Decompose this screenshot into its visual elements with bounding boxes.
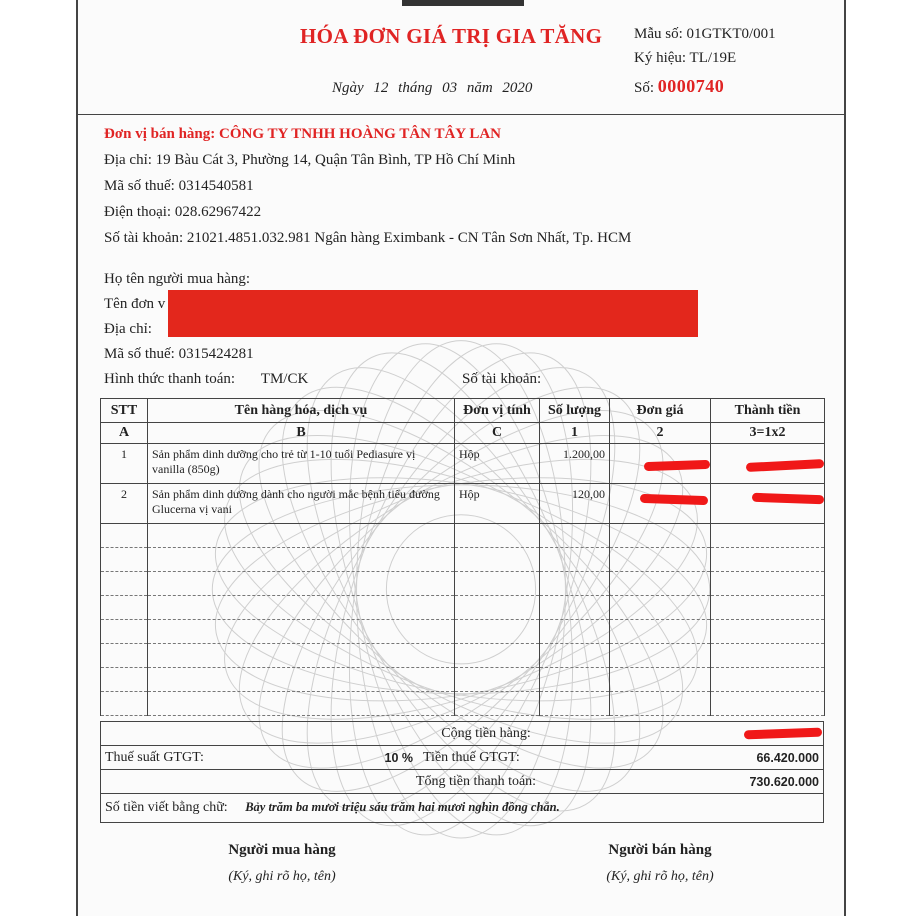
grand-total-label: Tổng tiền thanh toán:	[101, 770, 706, 794]
buyer-account-label: Số tài khoản:	[462, 371, 542, 387]
buyer-address-label: Địa chỉ:	[104, 321, 152, 337]
seller-tax-code: Mã số thuế: 0314540581	[104, 178, 254, 194]
blank-row	[101, 668, 825, 692]
header-unit: Đơn vị tính	[455, 399, 540, 423]
col-label: 3=1x2	[711, 423, 825, 444]
header-price: Đơn giá	[610, 399, 711, 423]
seller-signature-note: (Ký, ghi rõ họ, tên)	[606, 869, 714, 884]
amount-in-words-label: Số tiền viết bằng chữ:	[105, 800, 228, 815]
row-qty: 1.200,00	[540, 444, 610, 484]
row-qty: 120,00	[540, 484, 610, 524]
buyer-name-label: Họ tên người mua hàng:	[104, 271, 251, 287]
subtotal-row	[101, 722, 824, 746]
buyer-unit-label: Tên đơn v	[104, 296, 166, 312]
column-label-row	[101, 423, 825, 444]
blank-row	[101, 644, 825, 668]
seller-name: Đơn vị bán hàng: CÔNG TY TNHH HOÀNG TÂN TÂY LAN	[104, 126, 502, 142]
vat-row	[101, 746, 824, 770]
payment-method-value: TM/CK	[260, 371, 309, 387]
blank-row	[101, 572, 825, 596]
amount-in-words-row	[101, 794, 824, 823]
invoice-date: Ngày 12 tháng 03 năm 2020	[332, 80, 533, 96]
blank-row	[101, 548, 825, 572]
vat-rate-label: Thuế suất GTGT:	[101, 746, 330, 770]
invoice-number: 0000740	[657, 76, 725, 96]
subtotal-label: Cộng tiền hàng:	[101, 722, 706, 746]
header-stt: STT	[101, 399, 148, 423]
seller-signature-block	[550, 842, 770, 885]
blank-row	[101, 596, 825, 620]
header-divider	[78, 114, 844, 115]
seller-account: Số tài khoản: 21021.4851.032.981 Ngân hàng Eximbank - CN Tân Sơn Nhất, Tp. HCM	[104, 230, 632, 246]
blank-row	[101, 620, 825, 644]
col-label: B	[148, 423, 455, 444]
invoice-number-label: Số:	[634, 80, 655, 96]
table-row	[101, 484, 825, 524]
invoice-page	[76, 0, 846, 916]
buyer-signature-block	[172, 842, 392, 885]
table-row	[101, 444, 825, 484]
col-label: 1	[540, 423, 610, 444]
row-stt: 1	[101, 444, 148, 484]
payment-method-label: Hình thức thanh toán:	[104, 371, 236, 387]
row-name: Sản phẩm dinh dưỡng dành cho người mắc bệnh tiểu đường Glucerna vị vani	[148, 484, 455, 524]
blank-row	[101, 524, 825, 548]
seller-phone: Điện thoại: 028.62967422	[104, 204, 262, 220]
payment-method-row	[104, 371, 308, 388]
form-number: Mẫu số: 01GTKT0/001	[634, 26, 776, 42]
items-table	[100, 398, 825, 716]
grand-total: 730.620.000	[705, 770, 824, 794]
row-name: Sản phẩm dinh dưỡng cho trẻ từ 1-10 tuổi Pediasure vị vanilla (850g)	[148, 444, 455, 484]
vat-amount-label: Tiền thuế GTGT:	[417, 746, 705, 770]
invoice-symbol: Ký hiệu: TL/19E	[634, 50, 737, 66]
vat-amount: 66.420.000	[705, 746, 824, 770]
header-name: Tên hàng hóa, dịch vụ	[148, 399, 455, 423]
col-label: A	[101, 423, 148, 444]
amount-in-words: Bảy trăm ba mươi triệu sáu trăm hai mươi nghìn đồng chẵn.	[245, 800, 560, 814]
invoice-title: HÓA ĐƠN GIÁ TRỊ GIA TĂNG	[300, 24, 603, 48]
invoice-number-row	[634, 76, 724, 97]
buyer-signature-note: (Ký, ghi rõ họ, tên)	[228, 869, 336, 884]
header-amount: Thành tiền	[711, 399, 825, 423]
col-label: C	[455, 423, 540, 444]
binder-tab	[402, 0, 524, 6]
vat-rate: 10 %	[329, 746, 417, 770]
buyer-redaction	[168, 290, 698, 337]
blank-row	[101, 692, 825, 716]
col-label: 2	[610, 423, 711, 444]
totals-table	[100, 721, 824, 823]
table-header-row	[101, 399, 825, 423]
seller-signature-title: Người bán hàng	[608, 842, 712, 858]
row-unit: Hộp	[455, 484, 540, 524]
row-stt: 2	[101, 484, 148, 524]
seller-address: Địa chỉ: 19 Bàu Cát 3, Phường 14, Quận Tân Bình, TP Hồ Chí Minh	[104, 152, 516, 168]
buyer-tax-code: Mã số thuế: 0315424281	[104, 346, 254, 362]
header-qty: Số lượng	[540, 399, 610, 423]
buyer-signature-title: Người mua hàng	[228, 842, 336, 858]
row-unit: Hộp	[455, 444, 540, 484]
grand-total-row	[101, 770, 824, 794]
